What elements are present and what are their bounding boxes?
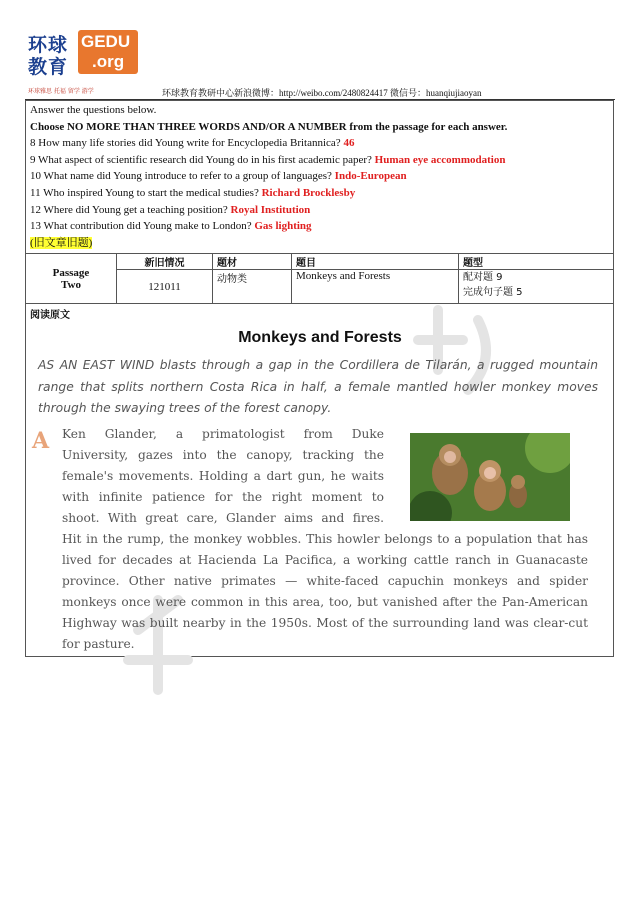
passage-info-table — [25, 253, 614, 304]
paragraph-marker: A — [32, 428, 50, 454]
question-text: 11 Who inspired Young to start the medical studies? — [30, 186, 259, 199]
table-header-row — [26, 254, 614, 270]
header-type: 题型 — [459, 254, 614, 270]
question-item — [30, 168, 610, 185]
passage-number: Two — [61, 278, 81, 291]
intro-caps: AS AN EAST WIND — [38, 358, 155, 372]
cell-title: Monkeys and Forests — [292, 270, 459, 304]
answer-text: 46 — [343, 137, 355, 150]
intro-text: blasts through a gap in the Cordillera de Tilarán, a rugged mountain range that splits northern Costa Rica in half, a female mantled howler monkey moves through the swaying trees of the forest canopy. — [38, 358, 598, 415]
question-item — [30, 152, 610, 169]
passage-cell — [26, 254, 117, 304]
monkey-illustration — [410, 433, 570, 521]
question-text: 10 What name did Young introduce to refer to a group of languages? — [30, 170, 332, 183]
para-line: shoot. With great care, Glander aims and fires. — [62, 511, 384, 525]
old-article-note: (旧文章旧题) — [30, 236, 93, 249]
question-text: 9 What aspect of scientific research did Young do in his first academic paper? — [30, 153, 372, 166]
para-wrap — [62, 424, 384, 529]
type-sentence: 完成句子题 5 — [463, 287, 523, 298]
header-info: 环球教育教研中心新浪微博：http://weibo.com/2480824417 微信号：huanqiujiaoyan — [162, 88, 482, 98]
header-status: 新旧情况 — [117, 254, 213, 270]
answer-text: Gas lighting — [254, 220, 312, 233]
cell-types — [459, 270, 614, 304]
type-matching: 配对题 9 — [463, 272, 503, 283]
question-item — [30, 185, 610, 202]
questions-intro: Answer the questions below. — [30, 104, 157, 116]
answer-text: Richard Brocklesby — [261, 186, 356, 199]
header-title: 题目 — [292, 254, 459, 270]
cell-code: 121011 — [117, 270, 213, 304]
question-block — [30, 102, 610, 251]
logo — [28, 30, 140, 98]
para-line: female's movements. Holding a dart gun, he waits — [62, 469, 384, 483]
question-item — [30, 218, 610, 235]
question-text: 13 What contribution did Young make to London? — [30, 220, 252, 233]
logo-chinese-text — [28, 34, 68, 78]
question-text: 8 How many life stories did Young write for Encyclopedia Britannica? — [30, 137, 341, 150]
monkey-photo — [410, 433, 570, 521]
answer-text: Human eye accommodation — [374, 153, 506, 166]
para-line: Ken Glander, a primatologist from Duke — [62, 427, 384, 441]
logo-cn-text: 环球 教育 — [28, 34, 69, 78]
para-line: University, gazes into the canopy, tracking the — [62, 448, 384, 462]
logo-org: .org — [92, 52, 125, 71]
answer-text: Royal Institution — [230, 203, 311, 216]
logo-tagline: 环球雅思 托福 留学 游学 — [28, 88, 94, 95]
question-item — [30, 202, 610, 219]
para-line: with infinite patience for the right moment to — [62, 490, 384, 504]
answer-text: Indo-European — [334, 170, 407, 183]
question-note — [30, 235, 610, 252]
passage-title: Monkeys and Forests — [238, 329, 402, 346]
passage-label: Passage — [52, 266, 90, 279]
questions-instruction: Choose NO MORE THAN THREE WORDS AND/OR A NUMBER from the passage for each answer. — [30, 120, 508, 133]
reading-label: 阅读原文 — [30, 310, 70, 321]
para-rest: Hit in the rump, the monkey wobbles. This howler belongs to a population that has lived for decades at Hacienda La Pacifica, a working cattle ranch in Guanacaste province. Other native primates — white-faced capuchin monkeys and spider monkeys once were common in this area, too, but vanished after the Pan-American Highway was built nearby in the 1950s. Most of the surrounding land was clear-cut for pasture. — [62, 532, 588, 651]
question-item — [30, 135, 610, 152]
passage-intro — [38, 355, 598, 420]
logo-gedu: GEDU — [81, 32, 131, 51]
cell-topic: 动物类 — [213, 270, 292, 304]
question-text: 12 Where did Young get a teaching position? — [30, 203, 228, 216]
header-topic: 题材 — [213, 254, 292, 270]
